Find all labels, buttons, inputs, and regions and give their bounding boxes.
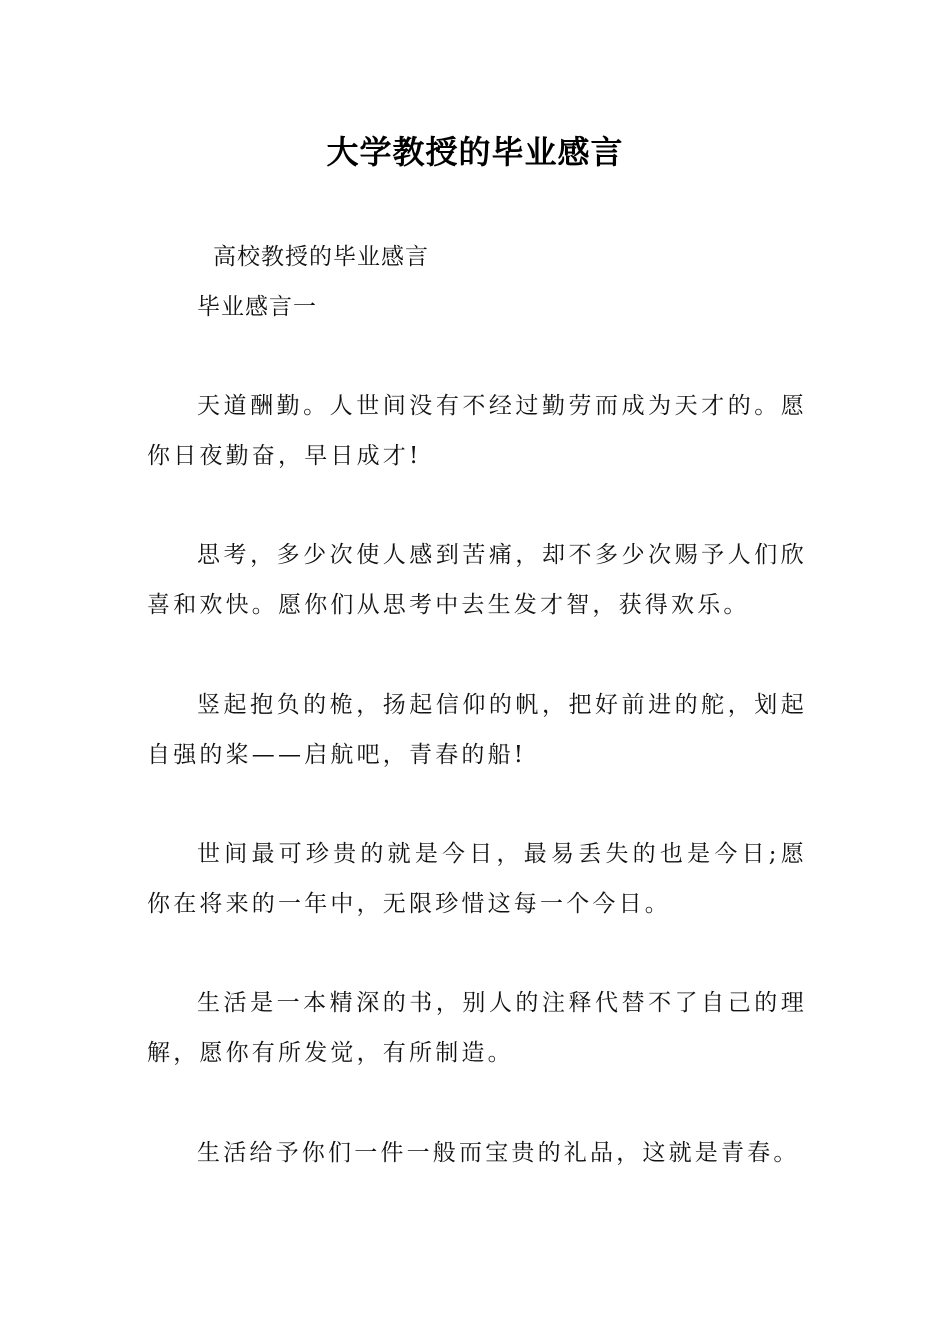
paragraph: 天道酬勤。人世间没有不经过勤劳而成为天才的。愿你日夜勤奋，早日成才!	[147, 393, 807, 469]
paragraph: 世间最可珍贵的就是今日，最易丢失的也是今日;愿你在将来的一年中，无限珍惜这每一个今日。	[147, 841, 807, 917]
document-subtitle: 高校教授的毕业感言	[213, 244, 429, 270]
paragraph: 生活是一本精深的书，别人的注释代替不了自己的理解，愿你有所发觉，有所制造。	[147, 990, 807, 1066]
section-heading: 毕业感言一	[197, 294, 317, 320]
paragraph: 生活给予你们一件一般而宝贵的礼品，这就是青春。	[197, 1140, 800, 1166]
document-title: 大学教授的毕业感言	[326, 133, 624, 171]
paragraph: 思考，多少次使人感到苦痛，却不多少次赐予人们欣喜和欢快。愿你们从思考中去生发才智，获得欢乐。	[147, 542, 807, 618]
paragraph: 竖起抱负的桅，扬起信仰的帆，把好前进的舵，划起自强的桨——启航吧，青春的船!	[147, 692, 807, 768]
